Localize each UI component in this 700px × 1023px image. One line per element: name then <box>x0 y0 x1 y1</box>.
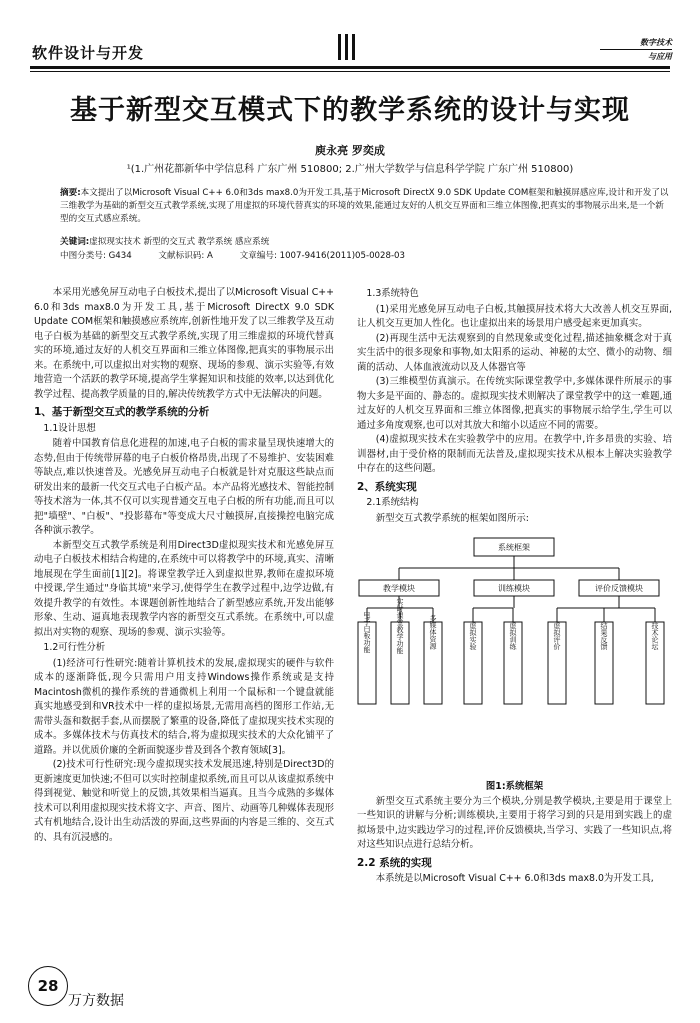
subsection-heading-2-2: 2.2 系统的实现 <box>357 856 432 869</box>
framework-leaf-label: 多媒体资源 <box>429 614 437 650</box>
system-framework-figure <box>357 532 672 778</box>
paper-title: 基于新型交互模式下的教学系统的设计与实现 <box>70 95 630 126</box>
subsection-heading-1-2: 1.2可行性分析 <box>43 642 106 653</box>
document-code: 文献标识码: A <box>158 251 213 261</box>
header-rule <box>30 66 670 69</box>
framework-root-label: 系统框架 <box>498 543 530 552</box>
section-heading-2: 2、系统实现 <box>357 480 417 493</box>
framework-leaf-label: 虚拟评价 <box>553 622 561 650</box>
header-rule-thin <box>30 71 670 72</box>
article-number: 文章编号: 1007-9416(2011)05-0028-03 <box>239 251 405 261</box>
journal-logo-line2: 与应用 <box>600 49 672 63</box>
paragraph: (3)三维模型仿真演示。在传统实际课堂教学中,多媒体课件所展示的事物大多是平面的、静态的。虚拟现实技术则解决了课堂教学中的这一难题,通过友好的人机交互界面和三维立体图像,把真实的事物展示给学生,学生可以通过多角度观察,也可以对其放大和缩小以适应不同的需要。 <box>357 376 672 431</box>
classification <box>60 249 670 261</box>
left-column <box>34 286 334 845</box>
framework-leaf-label: 实时课堂教学功能 <box>396 598 404 654</box>
header-decorative-bars <box>338 34 359 64</box>
framework-module-label: 训练模块 <box>498 584 530 593</box>
paragraph: 新型交互式教学系统的框架如图所示: <box>375 512 529 524</box>
subsection-heading-1-3: 1.3系统特色 <box>366 288 419 299</box>
keywords-text: 虚拟现实技术 新型的交互式 教学系统 感应系统 <box>89 237 270 247</box>
abstract-text: 本文提出了以Microsoft Visual C++ 6.0和3ds max8.0为开发工具,基于Microsoft DirectX 9.0 SDK Update COM框架和触摸屏感应库,设计和开发了以三维教学为基础的新型交互式教学系统,实现了用虚拟的环境代替真实的环境的效果,能通过友好的人机交互界面和三维立体图像,把真实的事物展示出来,是一个新型的交互式感应系统。 <box>60 188 669 224</box>
framework-leaf-label: 技术论坛 <box>651 622 659 650</box>
journal-logo-line1: 数字技术 <box>640 37 672 47</box>
abstract-label: 摘要: <box>60 188 81 198</box>
intro-paragraph: 本采用光感免屏互动电子白板技术,提出了以Microsoft Visual C++ 6.0和3ds max8.0为开发工具,基于Microsoft DirectX 9.0 SDK Update COM框架和触摸感应系统库,创新性地开发了以三维教学及互动电子白板为基础的新型交互式教学系统,实现了用三维虚拟的环境代替真实的环境,通过友好的人机交互界面和三维立体图像,把真实的事物展示出来。在系统中,可以虚拟出对实物的观察、现场的参观、演示实验等,有效地营造一个活跃的教学环境,提高学生掌握知识和技能的效率,以达到优化教学过程、提高教学质量的目的,解决传统教学方式中无法解决的问题。 <box>34 287 334 400</box>
keywords <box>60 235 670 247</box>
framework-leaf-label: 虚拟实验 <box>469 622 477 650</box>
keywords-label: 关键词: <box>60 237 90 247</box>
framework-leaf-label: 结果反馈 <box>600 622 608 650</box>
paragraph: 随着中国教育信息化进程的加速,电子白板的需求量呈现快速增大的态势,但由于传统带屏幕的电子白板价格昂贵,出现了不易维护、安装困难等缺点,难以快速普及。光感免屏互动电子白板就是针对克服这些缺点而研发出来的最新一代交互式电子白板产品。本产品将光感技术、智能控制等技术溶为一体,其不仅可以实现普通交互电子白板的所有功能,而且可以把"墙壁"、"白板"、"投影幕布"等变成大尺寸触摸屏,直接操控电脑完成各种演示教学。 <box>34 438 335 536</box>
clc-number: 中图分类号: G434 <box>60 251 132 261</box>
paragraph: (2)再现生活中无法观察到的自然现象或变化过程,描述抽象概念对于真实生活中的很多现象和事物,如太阳系的运动、神秘的太空、微小的动物、细菌的活动、人体血液流动以及人体器官等 <box>357 332 672 373</box>
journal-logo <box>600 36 672 62</box>
paper-affiliation: ¹(1.广州花都新华中学信息科 广东广州 510800; 2.广州大学数学与信息科学学院 广东广州 510800) <box>126 164 574 175</box>
paragraph: (2)技术可行性研究:现今虚拟现实技术发展迅速,特别是Direct3D的更新速度更加快速;不但可以实时控制虚拟系统,而且可以从该虚拟系统中得到视觉、触觉和听觉上的反馈,其效果相当逼真。且当今成熟的多媒体技术可以利用虚拟现实技术将文字、声音、图片、动画等几种媒体表现形式有机地结合,设计出生动活泼的界面,这些界面的内容是三维的、交互式的、具有沉浸感的。 <box>34 759 335 843</box>
paragraph: (4)虚拟现实技术在实验教学中的应用。在教学中,许多昂贵的实验、培训器材,由于受价格的限制而无法普及,虚拟现实技术从根本上解决实验教学中存在的这些问题。 <box>357 434 672 474</box>
page-number-badge: 28 <box>28 966 68 1006</box>
paragraph: 本系统是以Microsoft Visual C++ 6.0和3ds max8.0为开发工具, <box>375 873 654 884</box>
framework-module-label: 评价反馈模块 <box>595 584 643 593</box>
abstract <box>60 187 670 226</box>
paragraph: (1)采用光感免屏互动电子白板,其触摸屏技术将大大改善人机交互界面,让人机交互更加人性化。也让虚拟出来的场景用户感受起来更加真实。 <box>357 303 672 329</box>
paper-authors: 庾永亮 罗奕成 <box>315 144 385 157</box>
subsection-heading-1-1: 1.1设计思想 <box>43 422 96 434</box>
framework-diagram <box>357 532 672 778</box>
section-heading-1: 1、基于新型交互式的教学系统的分析 <box>34 406 210 418</box>
wanfang-watermark: 万方数据 <box>68 993 124 1009</box>
figure-caption: 图1:系统框架 <box>485 781 544 792</box>
paragraph: (1)经济可行性研究:随着计算机技术的发展,虚拟现实的硬件与软件成本的逐渐降低,现今只需用户用支持Windows操作系统或是支持Macintosh微机的操作系统的普通微机上利用一个鼠标和一个键盘就能真实地感受到和VR技术中一样的虚拟场景,无需用高档的图形工作站,无需带头盔和数据手套,从而摆脱了繁重的设备,降低了虚拟现实技术实现的成本。多媒体技术与仿真技术的结合,将为虚拟现实技术的大众化铺平了道路。并以优质价廉的全新面貌逐步普及到各个教育领域[3]。 <box>34 657 334 756</box>
framework-leaf-label: 虚拟训练 <box>509 622 517 650</box>
framework-module-label: 教学模块 <box>383 584 415 593</box>
paragraph: 本新型交互式教学系统是利用Direct3D虚拟现实技术和光感免屏互动电子白板技术相结合构建的,在系统中可以将教学中的环境,真实、清晰地展现在学生面前[1][2]。将课堂教学迁入到虚拟世界,教师在虚拟环境中授课,学生通过"身临其境"来学习,使得学生在教学过程中,边学边做,有效提升教学的有效性。本课题创新性地结合了新型感应系统,开发出能够形象、生动、逼真地表现教学内容的新型交互式系统。在系统中,可以虚拟出对实物的观察、现场的参观、演示实验等。 <box>34 539 334 638</box>
subsection-heading-2-1: 2.1系统结构 <box>366 497 419 508</box>
right-column <box>357 286 672 887</box>
paragraph: 新型交互式系统主要分为三个模块,分别是教学模块,主要是用于课堂上一些知识的讲解与分析;训练模块,主要用于将学习到的只是用到实践上的虚拟场景中,边实践边学习的过程,评价反馈模块,当学习、实践了一些知识点,将对这些知识点进行总结分析。 <box>357 795 672 850</box>
journal-section-label: 软件设计与开发 <box>32 44 145 62</box>
framework-leaf-label: 电子白板功能 <box>363 611 371 653</box>
